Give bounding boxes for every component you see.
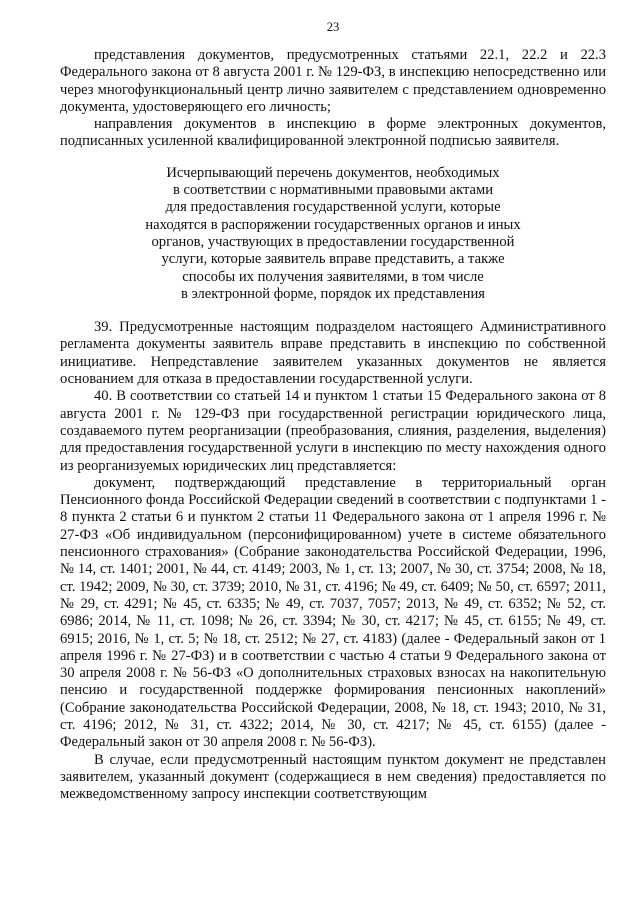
heading-line: услуги, которые заявитель вправе представить, а также <box>161 251 505 268</box>
paragraph-40: 40. В соответствии со статьей 14 и пунктом 1 статьи 15 Федерального закона от 8 августа 2001 г. № 129-ФЗ при государственной регистрации юридического лица, создаваемого путем реорганизации (преобразования, слияния, разделения, выделения) для предоставления государственной услуги в инспекцию по месту нахождения одного из реорганизуемых юридических лиц представляется: <box>60 388 606 474</box>
paragraph-39: 39. Предусмотренные настоящим подразделом настоящего Административного регламента документы заявитель вправе представить в инспекцию по собственной инициативе. Непредставление заявителем указанных документов не является основанием для отказа в предоставлении государственной услуги. <box>60 319 606 388</box>
intro-paragraph-1: представления документов, предусмотренных статьями 22.1, 22.2 и 22.3 Федерального закона от 8 августа 2001 г. № 129-ФЗ, в инспекцию непосредственно или через многофункциональный центр лично заявителем с представлением одновременно документа, удостоверяющего его личность; <box>60 47 606 115</box>
heading-line: органов, участвующих в предоставлении государственной <box>151 233 515 250</box>
heading-line: в соответствии с нормативными правовыми актами <box>172 182 494 199</box>
heading-line: способы их получения заявителями, в том числе <box>182 268 484 285</box>
heading-line: Исчерпывающий перечень документов, необходимых <box>166 164 500 181</box>
intro-paragraph-2: направления документов в инспекцию в форме электронных документов, подписанных усиленной квалифицированной электронной подписью заявителя. <box>60 116 606 150</box>
heading-line: в электронной форме, порядок их представления <box>180 285 485 302</box>
paragraph-interagency-request: В случае, если предусмотренный настоящим пунктом документ не представлен заявителем, указанный документ (содержащиеся в нем сведения) предоставляется по межведомственному запросу инспекции соответствующим <box>60 751 606 803</box>
heading-line: находятся в распоряжении государственных органов и иных <box>145 216 521 233</box>
section-heading <box>60 165 606 303</box>
page-number: 23 <box>326 20 340 34</box>
paragraph-pension-fund-document: документ, подтверждающий представление в территориальный орган Пенсионного фонда Российской Федерации сведений в соответствии с подпунктами 1 - 8 пункта 2 статьи 6 и пунктом 2 статьи 11 Федерального закона от 1 апреля 1996 г. № 27-ФЗ «Об индивидуальном (персонифицированном) учете в системе обязательного пенсионного страхования» (Собрание законодательства Российской Федерации, 1996, № 14, ст. 1401; 2001, № 44, ст. 4149; 2003, № 1, ст. 13; 2007, № 30, ст. 3754; 2008, № 18, ст. 1942; 2009, № 30, ст. 3739; 2010, № 31, ст. 4196; № 49, ст. 6409; № 50, ст. 6597; 2011, № 29, ст. 4291; № 45, ст. 6335; № 49, ст. 7037, 7057; 2013, № 49, ст. 6352; № 52, ст. 6986; 2014, № 11, ст. 1098; № 26, ст. 3394; № 30, ст. 4217; № 45, ст. 6155; № 49, ст. 6915; 2016, № 1, ст. 5; № 18, ст. 2512; № 27, ст. 4183) (далее - Федеральный закон от 1 апреля 1996 г. № 27-ФЗ) и в соответствии с частью 4 статьи 9 Федерального закона от 30 апреля 2008 г. № 56-ФЗ «О дополнительных страховых взносах на накопительную пенсию и государственной поддержке формирования пенсионных накоплений» (Собрание законодательства Российской Федерации, 2008, № 18, ст. 1943; 2010, № 31, ст. 4196; 2012, № 31, ст. 4322; 2014, № 30, ст. 4217; № 45, ст. 6155) (далее - Федеральный закон от 30 апреля 2008 г. № 56-ФЗ). <box>60 474 606 751</box>
heading-line: для предоставления государственной услуги, которые <box>165 199 501 216</box>
